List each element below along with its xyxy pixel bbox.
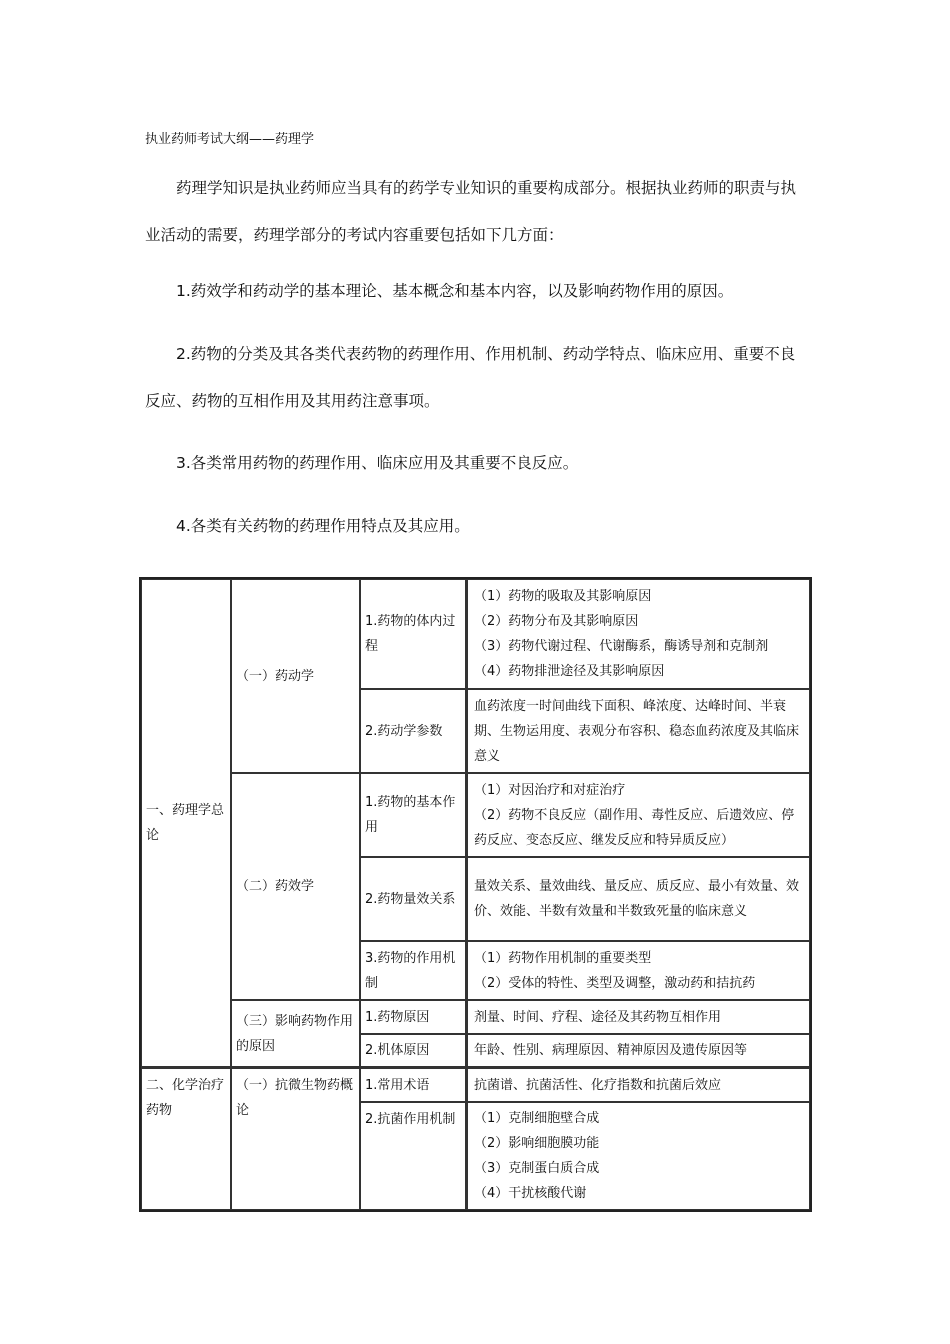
subsection-cell [231, 773, 360, 1000]
topic-label: 1.药物的体内过程 [365, 614, 456, 654]
section-cell [141, 1068, 231, 1210]
subsection-label: （一）药动学 [236, 668, 315, 684]
content-line: 量效关系、量效曲线、量反应、质反应、最小有效量、效价、效能、半数有效量和半数致死量的临床意义 [474, 879, 800, 919]
content-line: （1）克制细胞壁合成 [474, 1111, 600, 1126]
content-line: 血药浓度一时间曲线下面积、峰浓度、达峰时间、半衰期、生物运用度、表观分布容积、稳态血药浓度及其临床意义 [474, 698, 800, 764]
scope-item-2-text: 2.药物的分类及其各类代表药物的药理作用、作用机制、药动学特点、临床应用、重要不良反应、药物的互相作用及其用药注意事项。 [145, 345, 796, 410]
content-cell [467, 857, 810, 941]
topic-cell [360, 773, 467, 857]
content-line: （2）药物不良反应（副作用、毒性反应、后遗效应、停药反应、变态反应、继发反应和特异质反应） [474, 807, 795, 848]
content-line: 抗菌谱、抗菌活性、化疗指数和抗菌后效应 [474, 1077, 722, 1093]
table-row [141, 1000, 810, 1034]
topic-label: 1.常用术语 [365, 1077, 430, 1093]
content-line: 年龄、性别、病理原因、精神原因及遗传原因等 [474, 1043, 748, 1058]
scope-item-3-text: 3.各类常用药物的药理作用、临床应用及其重要不良反应。 [176, 454, 579, 472]
table-row [141, 579, 810, 689]
subsection-cell [231, 1000, 360, 1068]
content-line: 剂量、时间、疗程、途径及其药物互相作用 [474, 1009, 722, 1025]
scope-item-1 [145, 268, 805, 315]
content-cell [467, 1000, 810, 1034]
topic-cell [360, 1102, 467, 1210]
subsection-label: （三）影响药物作用的原因 [236, 1013, 354, 1054]
section-label: 一、药理学总论 [146, 803, 225, 843]
topic-cell [360, 689, 467, 773]
subsection-label: （二）药效学 [236, 879, 315, 894]
topic-label: 2.抗菌作用机制 [365, 1112, 456, 1127]
topic-label: 1.药物原因 [365, 1009, 430, 1025]
topic-cell [360, 941, 467, 1000]
syllabus-table [139, 577, 812, 1212]
content-line: （3）克制蛋白质合成 [474, 1161, 600, 1176]
topic-label: 3.药物的作用机制 [365, 950, 456, 991]
content-line: （3）药物代谢过程、代谢酶系，酶诱导剂和克制剂 [474, 639, 769, 654]
scope-item-2 [145, 331, 805, 425]
content-cell [467, 941, 810, 1000]
subsection-cell [231, 579, 360, 773]
subsection-cell [231, 1068, 360, 1210]
intro-text: 药理学知识是执业药师应当具有的药学专业知识的重要构成部分。根据执业药师的职责与执业活动的需要，药理学部分的考试内容重要包括如下几方面： [145, 179, 797, 244]
content-cell [467, 689, 810, 773]
content-cell [467, 1102, 810, 1210]
topic-label: 2.药物量效关系 [365, 891, 456, 907]
subsection-label: （一）抗微生物药概论 [236, 1078, 354, 1118]
content-cell [467, 1034, 810, 1068]
content-line: （2）影响细胞膜功能 [474, 1136, 600, 1151]
scope-item-4-text: 4.各类有关药物的药理作用特点及其应用。 [176, 517, 470, 535]
topic-cell [360, 1068, 467, 1102]
topic-cell [360, 1000, 467, 1034]
topic-cell [360, 1034, 467, 1068]
topic-cell [360, 857, 467, 941]
content-line: （2）药物分布及其影响原因 [474, 614, 639, 629]
content-cell [467, 773, 810, 857]
content-line: （1）对因治疗和对症治疗 [474, 782, 626, 798]
content-line: （4）药物排泄途径及其影响原因 [474, 664, 665, 679]
content-cell [467, 1068, 810, 1102]
section-label: 二、化学治疗药物 [146, 1078, 225, 1118]
topic-label: 1.药物的基本作用 [365, 795, 456, 835]
scope-item-3 [145, 440, 805, 487]
scope-item-1-text: 1.药效学和药动学的基本理论、基本概念和基本内容，以及影响药物作用的原因。 [176, 282, 734, 300]
scope-item-4 [145, 503, 805, 550]
content-line: （1）药物作用机制的重要类型 [474, 950, 652, 966]
table-row [141, 773, 810, 857]
section-cell [141, 579, 231, 1068]
content-line: （1）药物的吸取及其影响原因 [474, 589, 652, 604]
document-title: 执业药师考试大纲——药理学 [145, 132, 315, 147]
topic-label: 2.药动学参数 [365, 723, 443, 739]
topic-cell [360, 579, 467, 689]
content-line: （4）干扰核酸代谢 [474, 1186, 587, 1201]
topic-label: 2.机体原因 [365, 1043, 430, 1058]
intro-paragraph [145, 165, 805, 259]
content-cell [467, 579, 810, 689]
table-row [141, 1068, 810, 1102]
content-line: （2）受体的特性、类型及调整，激动药和拮抗药 [474, 975, 756, 991]
